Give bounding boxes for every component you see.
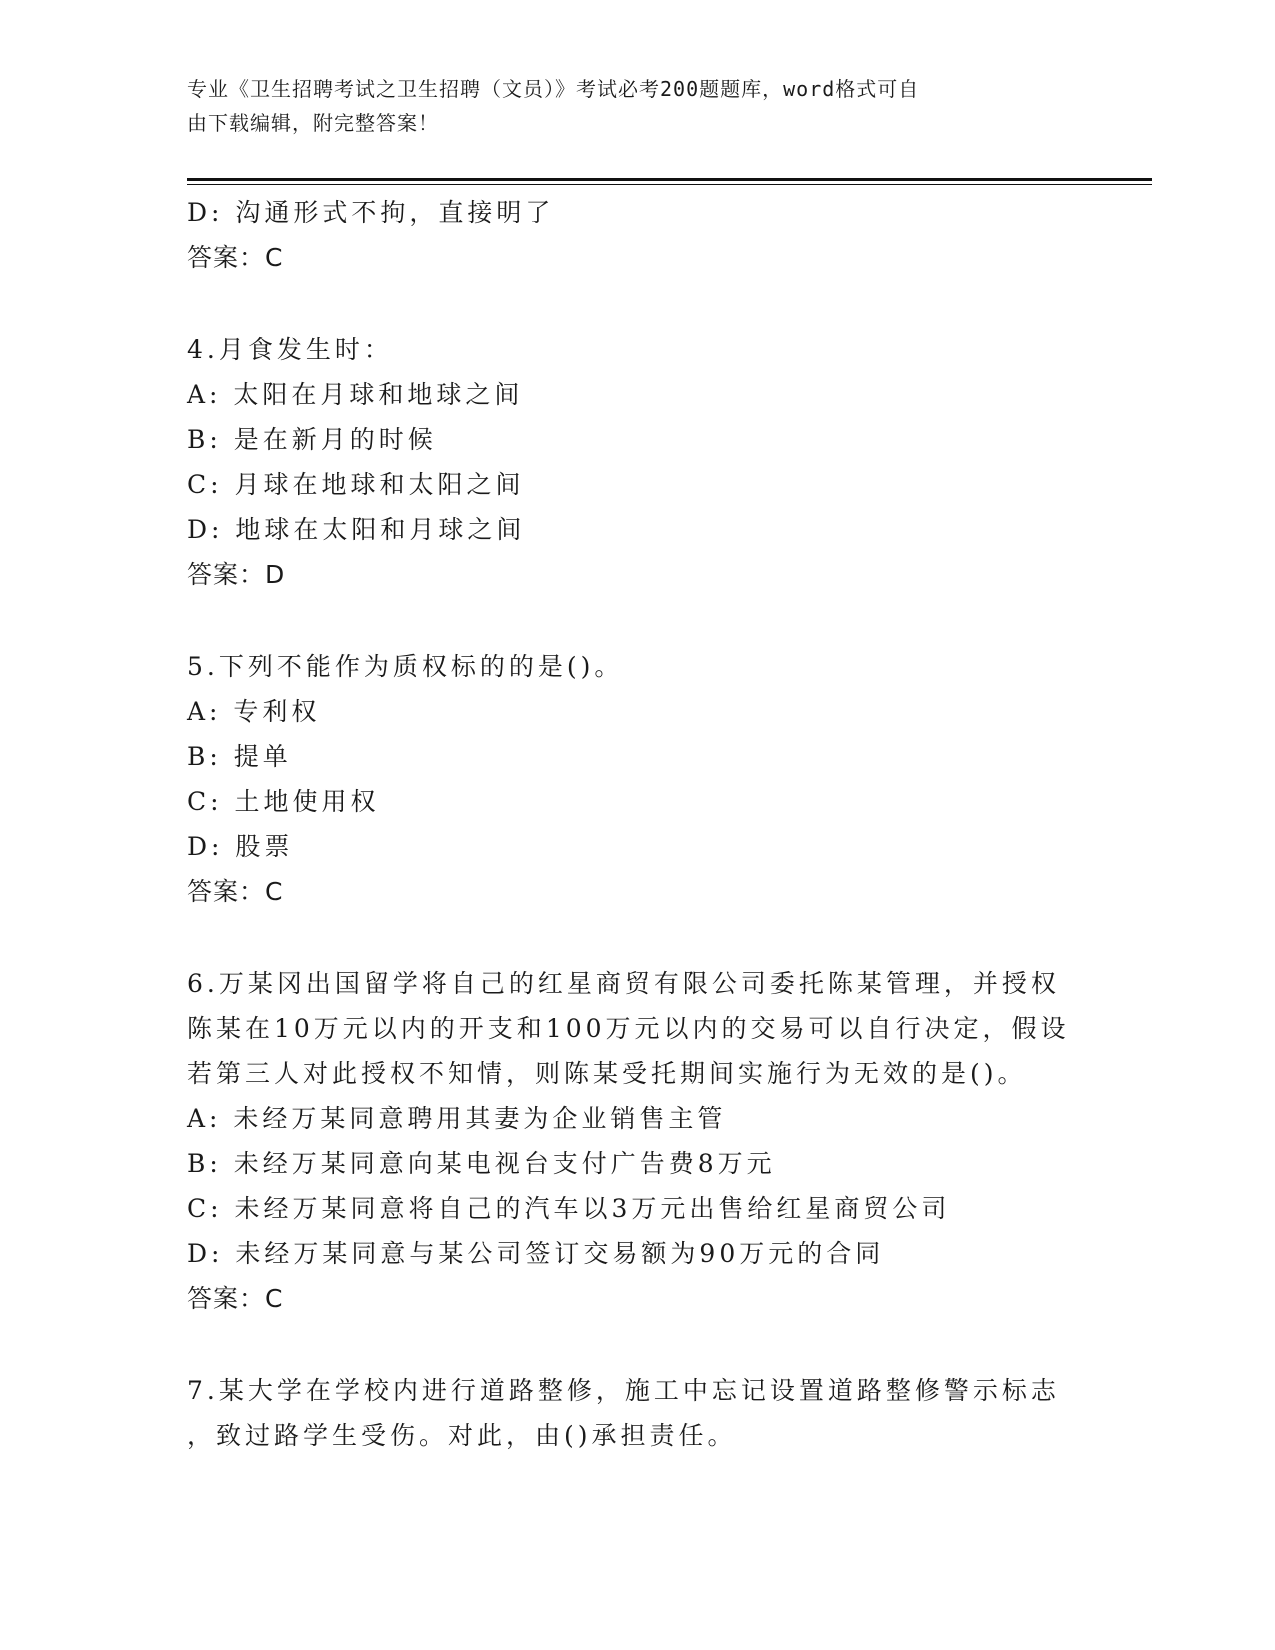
- question-text-line-1: 6.万某冈出国留学将自己的红星商贸有限公司委托陈某管理，并授权: [187, 969, 1060, 998]
- spacer: [187, 280, 1087, 327]
- question-text-line-1: 7.某大学在学校内进行道路整修，施工中忘记设置道路整修警示标志: [187, 1376, 1060, 1405]
- question-block-6: [187, 961, 1087, 1321]
- option-a: A: 太阳在月球和地球之间: [187, 380, 524, 409]
- header-divider-thick: [187, 178, 1152, 181]
- question-text-line-3: 若第三人对此授权不知情，则陈某受托期间实施行为无效的是()。: [187, 1059, 1027, 1088]
- question-block-4: [187, 327, 1087, 597]
- answer-line: 答案：D: [187, 560, 286, 589]
- question-text: 5.下列不能作为质权标的的是()。: [187, 652, 624, 681]
- option-b: B: 未经万某同意向某电视台支付广告费8万元: [187, 1149, 776, 1178]
- question-text-line-2: ，致过路学生受伤。对此，由()承担责任。: [187, 1421, 737, 1450]
- spacer: [187, 914, 1087, 961]
- spacer: [187, 597, 1087, 644]
- option-d: D: 股票: [187, 832, 294, 861]
- question-block-7: [187, 1368, 1087, 1458]
- header-title-line-1: 专业《卫生招聘考试之卫生招聘（文员）》考试必考200题题库，word格式可自: [187, 77, 920, 101]
- answer-line: 答案：C: [187, 1284, 284, 1313]
- question-text-line-2: 陈某在10万元以内的开支和100万元以内的交易可以自行决定，假设: [187, 1014, 1070, 1043]
- option-c: C: 土地使用权: [187, 787, 380, 816]
- question-block-prev: [187, 190, 1087, 280]
- answer-line: 答案：C: [187, 243, 284, 272]
- option-c: C: 月球在地球和太阳之间: [187, 470, 525, 499]
- option-c: C: 未经万某同意将自己的汽车以3万元出售给红星商贸公司: [187, 1194, 951, 1223]
- option-d: D: 沟通形式不拘，直接明了: [187, 198, 555, 227]
- option-d: D: 地球在太阳和月球之间: [187, 515, 526, 544]
- option-b: B: 是在新月的时候: [187, 425, 437, 454]
- option-b: B: 提单: [187, 742, 292, 771]
- question-block-5: [187, 644, 1087, 914]
- header-title-line-2: 由下载编辑，附完整答案！: [187, 111, 439, 135]
- option-a: A: 未经万某同意聘用其妻为企业销售主管: [187, 1104, 727, 1133]
- question-text: 4.月食发生时：: [187, 335, 393, 364]
- spacer: [187, 1321, 1087, 1368]
- question-list: [187, 190, 1087, 1458]
- header-divider-thin: [187, 184, 1152, 185]
- option-a: A: 专利权: [187, 697, 321, 726]
- option-d: D: 未经万某同意与某公司签订交易额为90万元的合同: [187, 1239, 885, 1268]
- answer-line: 答案：C: [187, 877, 284, 906]
- page-header: [187, 72, 1067, 140]
